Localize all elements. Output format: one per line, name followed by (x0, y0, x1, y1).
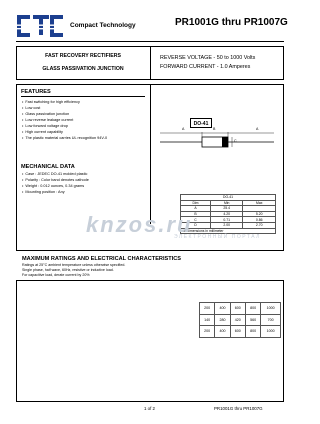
ratings-table-frame (16, 280, 284, 402)
part-number-title: PR1001G thru PR1007G (175, 17, 288, 28)
feature-item: • The plastic material carries UL recognition 94V-0 (22, 136, 107, 140)
dim-label: A (256, 127, 259, 131)
dimension-cell: 2.70 (243, 222, 276, 228)
page-number: 1 of 2 (144, 406, 155, 411)
product-subtype-heading: GLASS PASSIVATION JUNCTION (42, 66, 124, 72)
rating-cell: 200 (200, 326, 215, 338)
rating-cell: 600 (230, 326, 245, 338)
feature-item: • Low cost (22, 106, 40, 110)
feature-item: • Low forward voltage drop (22, 124, 68, 128)
dimension-cell: A (181, 206, 211, 212)
rating-cell: 280 (215, 314, 230, 326)
dimension-header: Max (243, 200, 276, 206)
feature-item: • Fast switching for high efficiency (22, 100, 80, 104)
dimension-cell: C (181, 217, 211, 223)
dimension-header: Min (210, 200, 242, 206)
mechanical-item: • Mounting position : Any (22, 190, 65, 194)
rating-cell: 600 (230, 303, 245, 315)
forward-current-spec: FORWARD CURRENT - 1.0 Amperes (160, 64, 251, 70)
dim-label: B (213, 127, 216, 131)
rating-cell: 400 (215, 326, 230, 338)
company-name: Compact Technology (70, 22, 136, 29)
feature-item: • Low reverse leakage current (22, 118, 73, 122)
dimension-header: Dim (181, 200, 211, 206)
dimension-cell: D (181, 222, 211, 228)
dimension-cell: 5.20 (243, 211, 276, 217)
dimension-note: All Dimensions in millimeter (181, 228, 276, 234)
mechanical-item: • Case : JEDEC DO-41 molded plastic (22, 172, 87, 176)
dimension-cell: B (181, 211, 211, 217)
footer-part-number: PR1001G thru PR1007G (214, 406, 263, 411)
features-heading: FEATURES (21, 89, 51, 95)
package-label: DO-41 (190, 118, 212, 128)
content-box-divider (150, 84, 151, 224)
rating-cell: 140 (200, 314, 215, 326)
dimension-cell: 2.00 (210, 222, 242, 228)
rating-cell: 1000 (261, 303, 281, 315)
header-divider (16, 41, 284, 42)
dimension-table-title: DO-41 (181, 195, 276, 201)
rating-cell: 800 (245, 326, 260, 338)
do41-outline-drawing (158, 130, 276, 154)
watermark: knzos.ru (86, 212, 193, 237)
rating-cell: 700 (261, 314, 281, 326)
dim-label: C (234, 139, 237, 143)
feature-item: • High current capability (22, 130, 63, 134)
watermark-subtitle: ЭЛЕКТРОННЫЙ ПОРТАЛ (174, 234, 261, 240)
ratings-note: For capacitive load, derate current by 20% (22, 273, 90, 277)
dimension-cell: 0.86 (243, 217, 276, 223)
dimension-cell: 4.20 (210, 211, 242, 217)
rating-cell: 400 (215, 303, 230, 315)
mechanical-data-heading: MECHANICAL DATA (21, 164, 75, 170)
table-row (200, 314, 281, 326)
mechanical-item: • Weight : 0.012 ounces, 0.34 grams (22, 184, 84, 188)
rating-cell: 1000 (261, 326, 281, 338)
ratings-table (199, 302, 281, 338)
ratings-note: Ratings at 25°C ambient temperature unless otherwise specified. (22, 263, 126, 267)
rating-cell: 800 (245, 303, 260, 315)
features-heading-rule (21, 96, 145, 97)
mechanical-item: • Polarity : Color band denotes cathode (22, 178, 89, 182)
ratings-heading: MAXIMUM RATINGS AND ELECTRICAL CHARACTERISTICS (22, 256, 182, 262)
rating-cell: 200 (200, 303, 215, 315)
rating-cell: 420 (230, 314, 245, 326)
dimension-table (180, 194, 276, 234)
ratings-note: Single phase, half wave, 60Hz, resistive or inductive load. (22, 268, 114, 272)
table-row (200, 326, 281, 338)
reverse-voltage-spec: REVERSE VOLTAGE - 50 to 1000 Volts (160, 55, 256, 61)
table-row (200, 303, 281, 315)
ctc-logo (16, 14, 66, 38)
dimension-cell: 0.71 (210, 217, 242, 223)
title-box-divider (150, 46, 151, 80)
product-type-heading: FAST RECOVERY RECTIFIERS (45, 53, 121, 59)
feature-item: • Glass passivation junction (22, 112, 69, 116)
dim-label: A (182, 127, 185, 131)
rating-cell: 560 (245, 314, 260, 326)
dimension-cell: 25.4 (210, 206, 242, 212)
